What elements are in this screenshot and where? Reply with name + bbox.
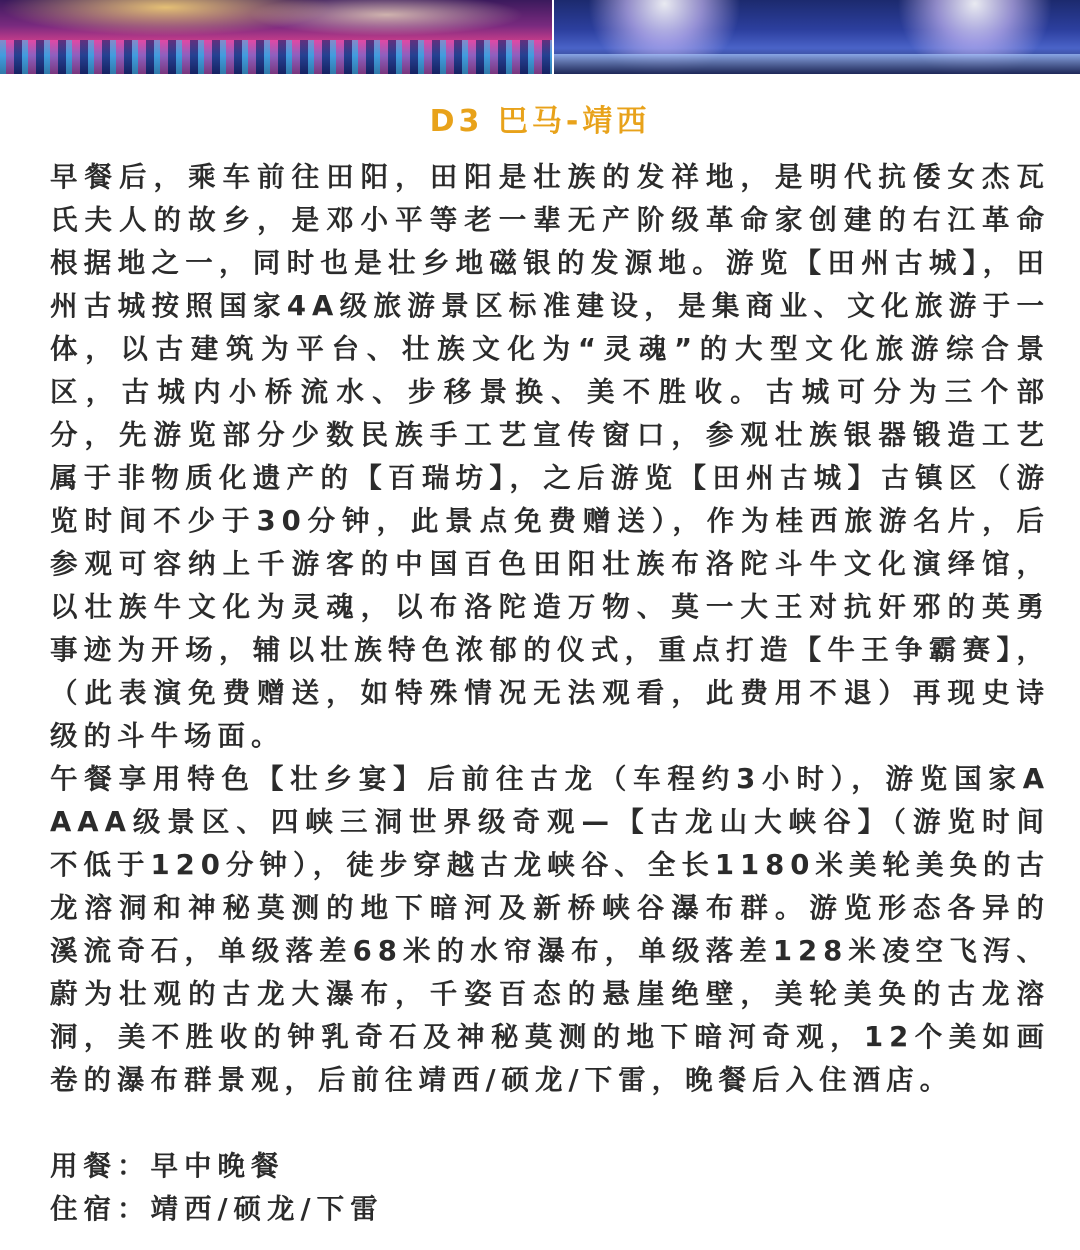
meals-info: 用餐：早中晚餐 (50, 1150, 285, 1182)
itinerary-day (50, 100, 1050, 1231)
itinerary-paragraph-morning: 早餐后，乘车前往田阳，田阳是壮族的发祥地，是明代抗倭女杰瓦氏夫人的故乡，是邓小平等老一辈无产阶级革命家创建的右江革命根据地之一，同时也是壮乡地磁银的发源地。游览【田州古城】，田州古城按照国家4A级旅游景区标准建设，是集商业、文化旅游于一体，以古建筑为平台、壮族文化为“灵魂”的大型文化旅游综合景区，古城内小桥流水、步移景换、美不胜收。古城可分为三个部分，先游览部分少数民族手工艺宣传窗口，参观壮族银器锻造工艺属于非物质化遗产的【百瑞坊】，之后游览【田州古城】古镇区（游览时间不少于30分钟，此景点免费赠送），作为桂西旅游名片，后参观可容纳上千游客的中国百色田阳壮族布洛陀斗牛文化演绎馆，以壮族牛文化为灵魂，以布洛陀造万物、莫一大王对抗奸邪的英勇事迹为开场，辅以壮族特色浓郁的仪式，重点打造【牛王争霸赛】，（此表演免费赠送，如特殊情况无法观看，此费用不退）再现史诗级的斗牛场面。 (50, 161, 1050, 752)
hotel-info: 住宿：靖西/硕龙/下雷 (50, 1193, 384, 1225)
header-photo-strip (0, 0, 1080, 74)
stage-floor (554, 54, 1080, 74)
water-reflection (0, 40, 552, 74)
show-photo-left (0, 0, 552, 74)
spacer (50, 1102, 1050, 1145)
itinerary-paragraph-afternoon: 午餐享用特色【壮乡宴】后前往古龙（车程约3小时），游览国家AAAA级景区、四峡三洞世界级奇观—【古龙山大峡谷】（游览时间不低于120分钟），徒步穿越古龙峡谷、全长1180米美轮美奂的古龙溶洞和神秘莫测的地下暗河及新桥峡谷瀑布群。游览形态各异的溪流奇石，单级落差68米的水帘瀑布，单级落差128米凌空飞泻、蔚为壮观的古龙大瀑布，千姿百态的悬崖绝壁，美轮美奂的古龙溶洞，美不胜收的钟乳奇石及神秘莫测的地下暗河奇观，12个美如画卷的瀑布群景观，后前往靖西/硕龙/下雷，晚餐后入住酒店。 (50, 763, 1050, 1096)
day-title: D3 巴马-靖西 (429, 104, 651, 139)
show-photo-right (554, 0, 1080, 74)
